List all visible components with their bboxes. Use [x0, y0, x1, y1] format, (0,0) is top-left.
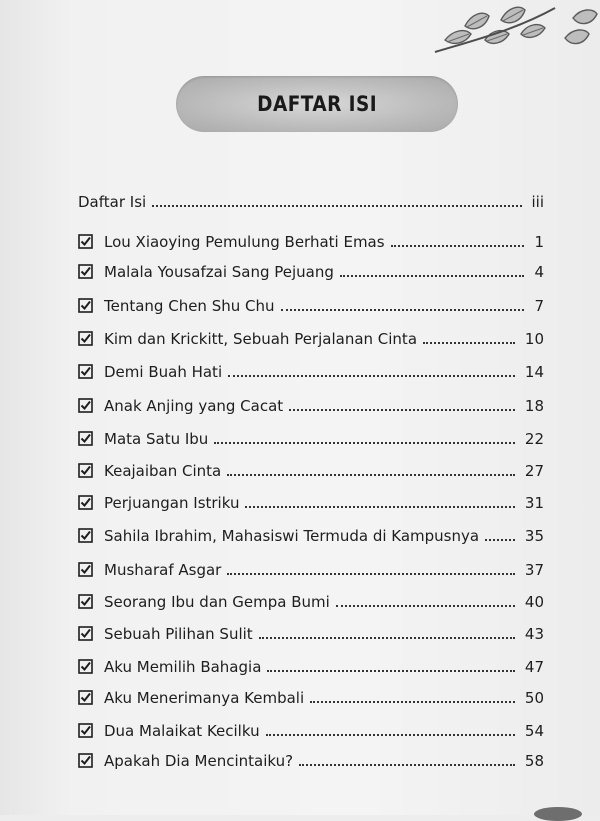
toc-entry-page: 10	[524, 330, 544, 348]
toc-entry-row	[0, 491, 544, 515]
toc-entry-title: Aku Memilih Bahagia	[104, 658, 262, 676]
dot-leader	[227, 573, 515, 575]
checked-box-icon	[78, 723, 93, 738]
dot-leader	[245, 506, 515, 508]
toc-entry-row	[0, 524, 544, 548]
checked-box-icon	[78, 298, 93, 313]
toc-entry-page: 40	[524, 593, 544, 611]
toc-entry-page: 18	[524, 397, 544, 415]
checked-box-icon	[78, 528, 93, 543]
dot-leader	[310, 701, 515, 703]
toc-entry-row	[0, 655, 544, 679]
toc-entry-title: Apakah Dia Mencintaiku?	[104, 752, 294, 770]
toc-entry-page: 14	[524, 363, 544, 381]
toc-entry-page: 7	[534, 297, 544, 315]
checked-box-icon	[78, 364, 93, 379]
toc-entry-title: Sebuah Pilihan Sulit	[104, 625, 253, 643]
toc-entry-title: Keajaiban Cinta	[104, 462, 222, 480]
toc-entry-title: Aku Menerimanya Kembali	[104, 689, 305, 707]
toc-entry-row	[0, 686, 544, 710]
dot-leader	[227, 474, 515, 476]
checked-box-icon	[78, 495, 93, 510]
toc-entry-page: 1	[534, 233, 544, 251]
toc-entry-title: Seorang Ibu dan Gempa Bumi	[104, 593, 330, 611]
dot-leader	[340, 275, 524, 277]
toc-entry-page: 54	[524, 722, 544, 740]
toc-entry-title: Tentang Chen Shu Chu	[104, 297, 275, 315]
toc-intro-label: Daftar Isi	[78, 193, 147, 211]
dot-leader	[391, 245, 524, 247]
dot-leader	[299, 764, 515, 766]
dot-leader	[289, 409, 515, 411]
toc-entry-row	[0, 459, 544, 483]
toc-entry-row	[0, 360, 544, 384]
toc-entry-page: 47	[524, 658, 544, 676]
checked-box-icon	[78, 431, 93, 446]
toc-entry-title: Dua Malaikat Kecilku	[104, 722, 260, 740]
toc-entry-title: Mata Satu Ibu	[104, 430, 209, 448]
dot-leader	[228, 375, 515, 377]
toc-entry-row	[0, 294, 544, 318]
checked-box-icon	[78, 753, 93, 768]
toc-entry-page: 22	[524, 430, 544, 448]
checked-box-icon	[78, 331, 93, 346]
checked-box-icon	[78, 264, 93, 279]
toc-entry-row	[0, 394, 544, 418]
dot-leader	[259, 637, 515, 639]
toc-entry-row	[0, 590, 544, 614]
toc-entry-title: Musharaf Asgar	[104, 561, 222, 579]
checked-box-icon	[78, 626, 93, 641]
checked-box-icon	[78, 398, 93, 413]
dot-leader	[214, 442, 515, 444]
dot-leader	[423, 342, 515, 344]
toc-entry-row	[0, 558, 544, 582]
checked-box-icon	[78, 234, 93, 249]
toc-entry-row	[0, 719, 544, 743]
toc-entry-page: 43	[524, 625, 544, 643]
toc-entry-title: Anak Anjing yang Cacat	[104, 397, 284, 415]
toc-entry-row	[0, 230, 544, 254]
checked-box-icon	[78, 463, 93, 478]
page-corner-mark	[534, 807, 582, 821]
toc-entry-title: Demi Buah Hati	[104, 363, 223, 381]
leaf-branch-icon	[425, 0, 600, 70]
dot-leader	[281, 309, 524, 311]
dot-leader	[485, 539, 515, 541]
dot-leader	[336, 605, 515, 607]
toc-entry-page: 31	[524, 494, 544, 512]
toc-entry-title: Malala Yousafzai Sang Pejuang	[104, 263, 334, 281]
checked-box-icon	[78, 690, 93, 705]
toc-entry-page: 50	[524, 689, 544, 707]
toc-entry-row	[0, 749, 544, 773]
checked-box-icon	[78, 594, 93, 609]
toc-entry-title: Sahila Ibrahim, Mahasiswi Termuda di Kampusnya	[104, 527, 480, 545]
page-title: DAFTAR ISI	[257, 92, 377, 116]
toc-entry-title: Perjuangan Istriku	[104, 494, 240, 512]
dot-leader	[266, 734, 515, 736]
title-banner	[176, 76, 458, 132]
toc-entry-row	[0, 427, 544, 451]
toc-intro-row	[0, 190, 544, 214]
dot-leader	[152, 205, 522, 207]
toc-entry-row	[0, 260, 544, 284]
toc-entry-title: Lou Xiaoying Pemulung Berhati Emas	[104, 233, 385, 251]
checked-box-icon	[78, 659, 93, 674]
dot-leader	[267, 670, 515, 672]
toc-entry-row	[0, 622, 544, 646]
toc-entry-page: 37	[524, 561, 544, 579]
toc-entry-page: 27	[524, 462, 544, 480]
toc-entry-row	[0, 327, 544, 351]
toc-entry-title: Kim dan Krickitt, Sebuah Perjalanan Cinta	[104, 330, 418, 348]
toc-entry-page: 35	[524, 527, 544, 545]
toc-entry-page: 58	[524, 752, 544, 770]
toc-entry-page: 4	[534, 263, 544, 281]
checked-box-icon	[78, 562, 93, 577]
toc-intro-page: iii	[531, 193, 544, 211]
